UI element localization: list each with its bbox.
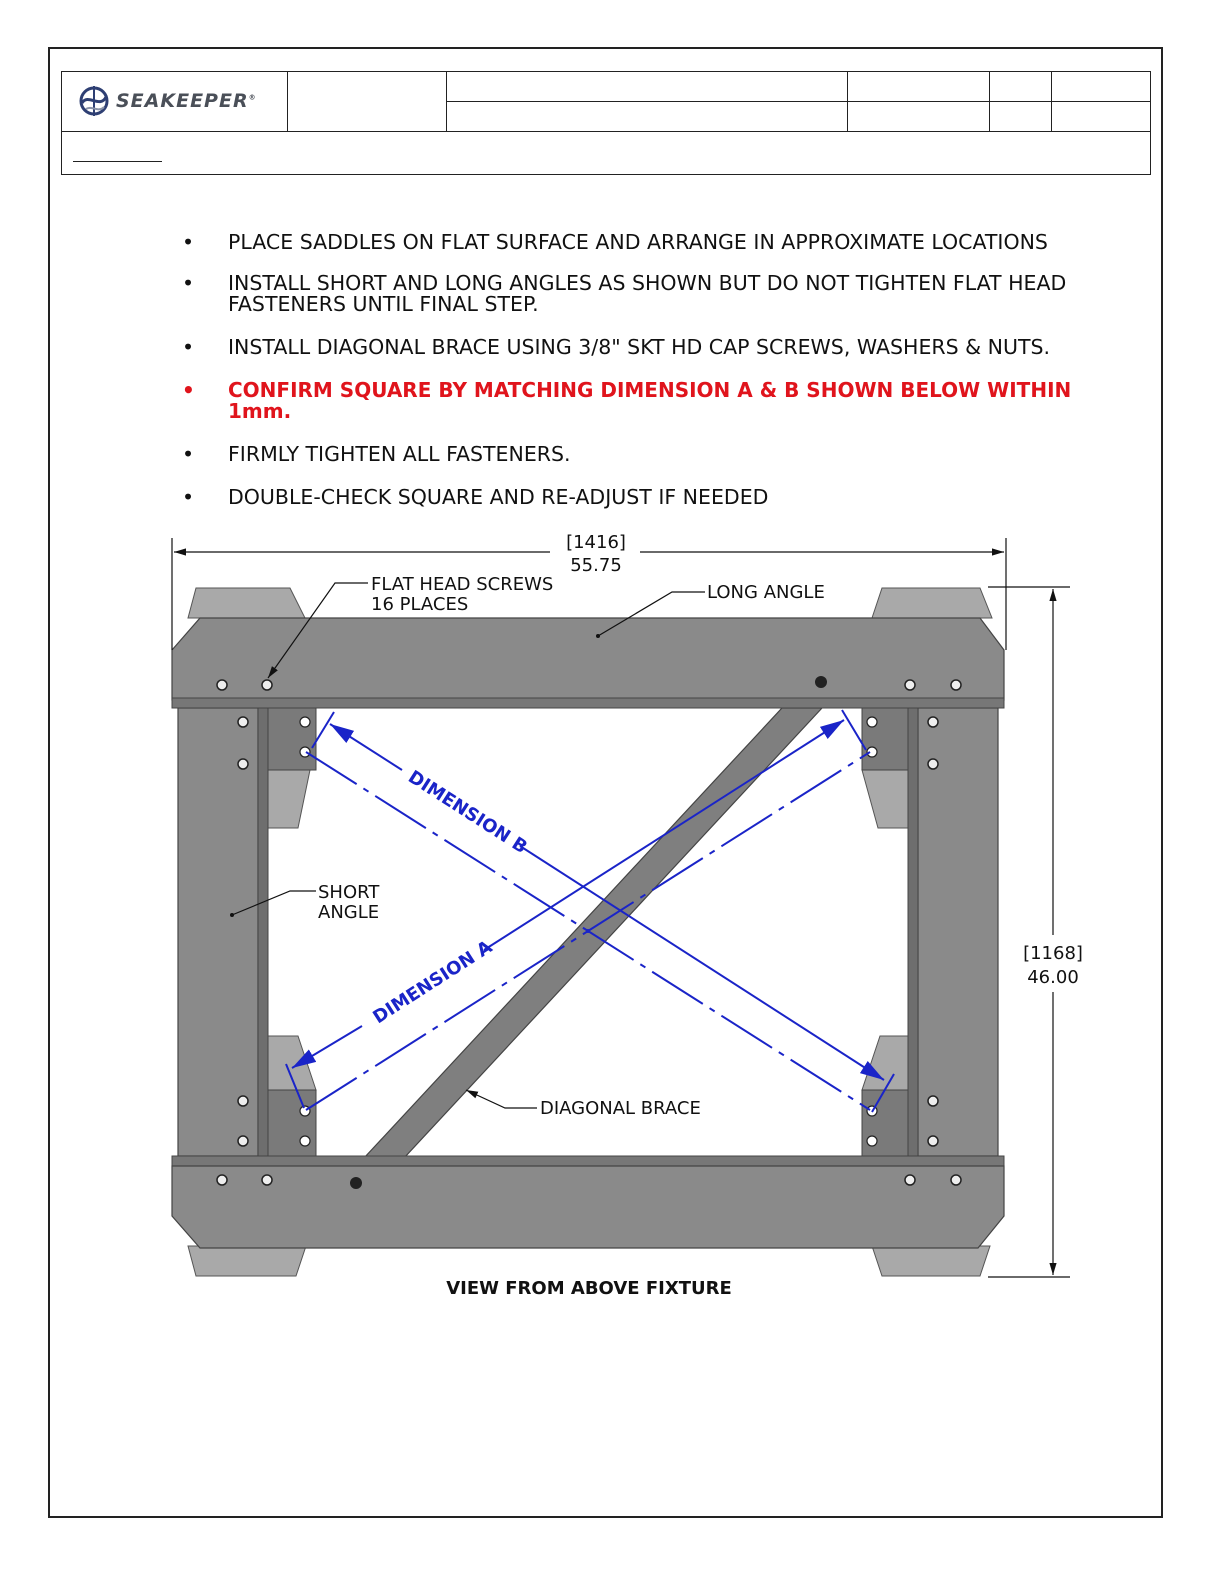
bullet: • bbox=[182, 378, 195, 402]
label-short: SHORT bbox=[318, 882, 380, 903]
height-mm: [1168] bbox=[1023, 943, 1083, 964]
bullet: • bbox=[182, 485, 195, 509]
width-in: 55.75 bbox=[570, 555, 622, 576]
saddle-plate bbox=[268, 1090, 316, 1156]
saddle-plate bbox=[862, 708, 908, 770]
instruction-text: CONFIRM SQUARE BY MATCHING DIMENSION A & B SHOWN BELOW WITHIN 1mm. bbox=[228, 378, 1072, 423]
instruction-text: DOUBLE-CHECK SQUARE AND RE-ADJUST IF NEEDED bbox=[228, 485, 769, 509]
registered-mark: ® bbox=[248, 93, 257, 102]
label-dimension-a: DIMENSION A bbox=[369, 936, 497, 1029]
width-mm: [1416] bbox=[566, 532, 626, 553]
saddle bbox=[862, 1036, 910, 1090]
saddle bbox=[188, 588, 305, 618]
figure-caption: VIEW FROM ABOVE FIXTURE bbox=[446, 1278, 732, 1299]
bullet: • bbox=[182, 271, 195, 295]
label-sixteen-places: 16 PLACES bbox=[371, 594, 469, 615]
saddle bbox=[188, 1246, 306, 1276]
label-long-angle: LONG ANGLE bbox=[707, 582, 825, 603]
saddle-plate bbox=[268, 708, 316, 770]
instruction-text: INSTALL DIAGONAL BRACE USING 3/8" SKT HD CAP SCREWS, WASHERS & NUTS. bbox=[228, 335, 1051, 359]
label-angle: ANGLE bbox=[318, 902, 380, 923]
instruction-text: INSTALL SHORT AND LONG ANGLES AS SHOWN BUT DO NOT TIGHTEN FLAT HEAD FASTENERS UNTIL FINAL STEP. bbox=[228, 271, 1067, 316]
bullet: • bbox=[182, 335, 195, 359]
instruction-text: FIRMLY TIGHTEN ALL FASTENERS. bbox=[228, 442, 571, 466]
logo-text: SEAKEEPER bbox=[116, 90, 249, 112]
label-diagonal-brace: DIAGONAL BRACE bbox=[540, 1098, 701, 1119]
short-angle-right bbox=[908, 708, 998, 1156]
saddle bbox=[862, 770, 910, 828]
saddle bbox=[268, 770, 310, 828]
label-flat-head-screws: FLAT HEAD SCREWS bbox=[371, 574, 554, 595]
label-dimension-b: DIMENSION B bbox=[404, 766, 531, 859]
saddle bbox=[872, 1246, 990, 1276]
short-angle-left bbox=[178, 708, 268, 1156]
saddle-plate bbox=[862, 1090, 908, 1156]
long-angle-top bbox=[172, 618, 1004, 708]
bullet: • bbox=[182, 230, 195, 254]
saddle bbox=[872, 588, 992, 618]
long-angle-bottom bbox=[172, 1156, 1004, 1248]
instruction-text: PLACE SADDLES ON FLAT SURFACE AND ARRANGE IN APPROXIMATE LOCATIONS bbox=[228, 230, 1048, 254]
height-in: 46.00 bbox=[1027, 967, 1079, 988]
saddle bbox=[268, 1036, 316, 1090]
bullet: • bbox=[182, 442, 195, 466]
